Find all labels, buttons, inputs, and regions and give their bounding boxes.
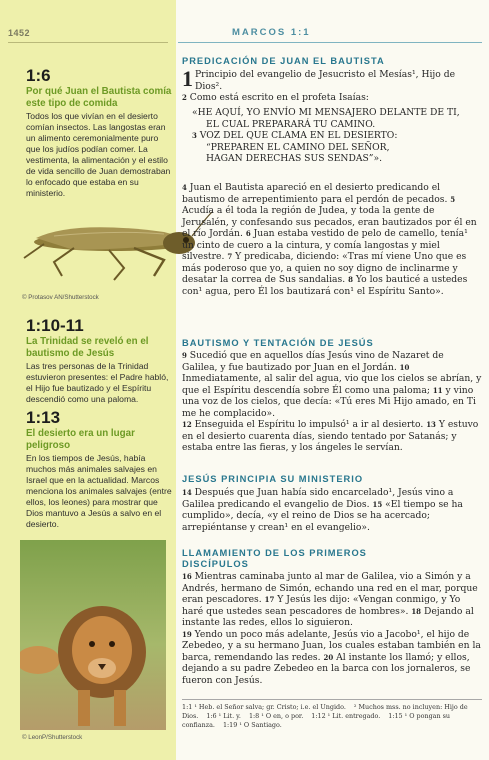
note-body: Las tres personas de la Trinidad estuvieron presentes: el Padre habló, el Hijo fue bautizado y el Espíritu descendió como una paloma. — [26, 361, 169, 404]
note-reference: 1:10-11 — [26, 316, 84, 335]
image-credit: © Protasov AN/Shutterstock — [22, 294, 99, 301]
section-heading: LLAMAMIENTO DE LOS PRIMEROS DISCÍPULOS — [182, 548, 367, 569]
page-number: 1452 — [8, 28, 31, 38]
passage-s4: 16 Mientras caminaba junto al mar de Galilea, vio a Simón y a Andrés, hermano de Simón, echando una red en el mar, porque eran pescadores. 17 Y Jesús les dijo: «Vengan conmigo, y Yo haré que ustedes sean pescadores de hombres». 18 Dejando al instante las redes, ellos lo siguieron. 19 Yendo un poco más adelante, Jesús vio a Jacobo¹, el hijo de Zebedeo, y a su hermano Juan, los cuales estaban también en la barca, remendando las redes. 20 Al instante los llamó; y ellos, dejando a su padre Zebedeo en la barca con los jornaleros, se fueron con Jesús. — [182, 571, 481, 686]
divider — [178, 42, 482, 43]
lion-image — [20, 540, 166, 730]
divider — [8, 42, 168, 43]
section-heading: JESÚS PRINCIPIA SU MINISTERIO — [182, 474, 364, 484]
divider — [182, 699, 482, 700]
section-heading: PREDICACIÓN DE JUAN EL BAUTISTA — [182, 56, 385, 66]
section-heading: BAUTISMO Y TENTACIÓN DE JESÚS — [182, 338, 374, 348]
note-title: La Trinidad se reveló en el bautismo de Jesús — [26, 336, 149, 359]
passage-s1: 4 Juan el Bautista apareció en el desierto predicando el bautismo de arrepentimiento para el perdón de pecados. 5 Acudía a él toda la región de Judea, y toda la gente de Jerusalén, y confesando sus pecados, eran bautizados por él en el río Jordán. 6 Juan estaba vestido de pelo de camello, tenía¹ un cinto de cuero a la cintura, y comía langostas y miel silvestre. 7 Y predicaba, diciendo: «Tras mí viene Uno que es más poderoso que yo, a quien no soy digno de inclinarme y desatar la correa de Sus sandalias. 8 Yo los bauticé a ustedes con¹ agua, pero Él los bautizará con¹ el Espíritu Santo». — [182, 182, 477, 297]
passage-s1-intro: 1 Principio del evangelio de Jesucristo el Mesías¹, Hijo de Dios². 2 Como está escrito en el profeta Isaías: — [182, 66, 456, 103]
running-header: MARCOS 1:1 — [232, 27, 311, 38]
note-body: En los tiempos de Jesús, había muchos más animales salvajes en Israel que en la actualidad. Marcos menciona los animales salvajes (entre ellos, los leones) para mostrar que Dios mantuvo a Jesús a salvo en el desierto. — [26, 453, 172, 529]
footnotes: 1:1 ¹ Heb. el Señor salva; gr. Cristo; i.e. el Ungido. ² Muchos mss. no incluyen: Hijo de Dios. 1:6 ¹ Lit. y. 1:8 ¹ O en, o por. 1:12 ¹ Lit. entregado. 1:15 ¹ O pongan su confianza. 1:19 ¹ O Santiago. — [182, 703, 468, 729]
note-reference: 1:13 — [26, 408, 61, 427]
note-title: Por qué Juan el Bautista comía este tipo de comida — [26, 86, 172, 109]
image-credit: © LeonP/Shutterstock — [22, 734, 83, 741]
note-reference: 1:6 — [26, 66, 51, 85]
quote-block: «HE AQUÍ, YO ENVÍO MI MENSAJERO DELANTE DE TI, EL CUAL PREPARARÁ TU CAMINO. 3 VOZ DEL QUE CLAMA EN EL DESIERTO: “PREPAREN EL CAMINO DEL SEÑOR, HAGAN DERECHAS SUS SENDAS”». — [192, 107, 460, 164]
note-title: El desierto era un lugar peligroso — [26, 428, 135, 451]
passage-s3: 14 Después que Juan había sido encarcelado¹, Jesús vino a Galilea predicando el evangelio de Dios. 15 «El tiempo se ha cumplido», decía, «y el reino de Dios se ha acercado; arrepiéntanse y crean¹ en el evangelio». — [182, 487, 463, 533]
passage-s2: 9 Sucedió que en aquellos días Jesús vino de Nazaret de Galilea, y fue bautizado por Juan en el Jordán. 10 Inmediatamente, al salir del agua, vio que los cielos se abrían, y que el Espíritu descendía sobre Él como una paloma; 11 y vino una voz de los cielos, que decía: «Tú eres Mi Hijo amado, en Ti me he complacido». 12 Enseguida el Espíritu lo impulsó¹ a ir al desierto. 13 Y estuvo en el desierto cuarenta días, siendo tentado por Satanás; y estaba entre las fieras, y los ángeles le servían. — [182, 350, 482, 453]
note-body: Todos los que vivían en el desierto comían insectos. Las langostas eran un alimento ceremonialmente puro que los judíos podían comer. La vestimenta, la alimentación y el estilo de vida sencillo de Juan demostraban lo enfocado que estaba en su ministerio. — [26, 111, 171, 198]
